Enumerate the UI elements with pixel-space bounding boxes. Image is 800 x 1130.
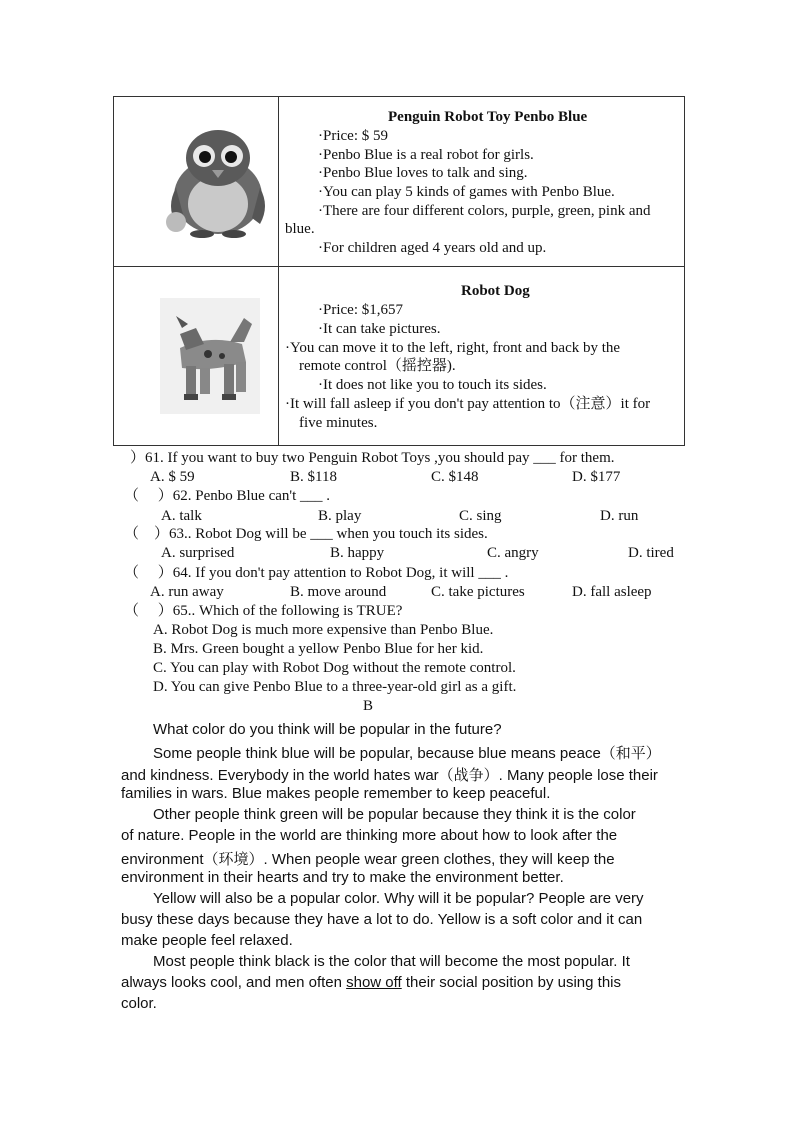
passage-line-with-underline — [121, 974, 621, 991]
question-65-stem: （ ）65.. Which of the following is TRUE? — [124, 603, 403, 619]
dog-feature-cont: five minutes. — [299, 415, 378, 431]
question-62-stem: （ ）62. Penbo Blue can't ___ . — [124, 488, 331, 504]
penguin-feature: ·Penbo Blue loves to talk and sing. — [318, 165, 528, 181]
penguin-feature: ·Penbo Blue is a real robot for girls. — [318, 147, 534, 163]
question-61-stem: ）61. If you want to buy two Penguin Robot Toys ,you should pay ___ for them. — [130, 450, 615, 466]
passage-line: environment in their hearts and try to make the environment better. — [121, 869, 564, 886]
option: B. happy — [330, 545, 385, 561]
passage-line: families in wars. Blue makes people remember to keep peaceful. — [121, 785, 551, 802]
penguin-robot-image — [162, 126, 274, 238]
penguin-price: ·Price: $ 59 — [318, 128, 388, 144]
option: C. You can play with Robot Dog without the remote control. — [153, 660, 516, 676]
underlined-phrase: show off — [346, 974, 402, 991]
penguin-feature: ·You can play 5 kinds of games with Penbo Blue. — [318, 184, 615, 200]
passage-intro: What color do you think will be popular in the future? — [153, 721, 502, 738]
passage-line: and kindness. Everybody in the world hates war（战争）. Many people lose their — [121, 767, 658, 784]
option: A. Robot Dog is much more expensive than Penbo Blue. — [153, 622, 494, 638]
option: C. angry — [487, 545, 539, 561]
penguin-feature-cont: blue. — [285, 221, 315, 237]
option: B. Mrs. Green bought a yellow Penbo Blue for her kid. — [153, 641, 484, 657]
option: D. fall asleep — [572, 584, 652, 600]
passage-line: color. — [121, 995, 157, 1012]
dog-feature: ·It does not like you to touch its sides. — [318, 377, 547, 393]
dog-feature: ·You can move it to the left, right, front and back by the — [285, 340, 621, 356]
table-row-divider — [113, 266, 685, 267]
option: D. tired — [628, 545, 674, 561]
dog-feature: ·It can take pictures. — [318, 321, 441, 337]
passage-line: busy these days because they have a lot to do. Yellow is a soft color and it can — [121, 911, 643, 928]
option: C. $148 — [431, 469, 479, 485]
section-label: B — [363, 698, 374, 714]
dog-feature: ·It will fall asleep if you don't pay attention to（注意）it for — [285, 396, 651, 412]
penguin-feature: ·There are four different colors, purple, green, pink and — [318, 203, 651, 219]
option: A. $ 59 — [150, 469, 195, 485]
option: B. $118 — [290, 469, 337, 485]
passage-line: make people feel relaxed. — [121, 932, 293, 949]
passage-line: Most people think black is the color that will become the most popular. It — [153, 953, 630, 970]
question-64-stem: （ ）64. If you don't pay attention to Robot Dog, it will ___ . — [124, 565, 509, 581]
passage-line: Yellow will also be a popular color. Why will it be popular? People are very — [153, 890, 644, 907]
robot-dog-image — [160, 298, 260, 414]
option: D. $177 — [572, 469, 621, 485]
option: A. run away — [150, 584, 224, 600]
option: A. talk — [161, 508, 202, 524]
penguin-product-title: Penguin Robot Toy Penbo Blue — [388, 109, 588, 125]
option: C. take pictures — [431, 584, 525, 600]
passage-line: of nature. People in the world are thinking more about how to look after the — [121, 827, 618, 844]
passage-line: Other people think green will be popular because they think it is the color — [153, 806, 636, 823]
table-column-divider — [278, 96, 279, 446]
option: D. You can give Penbo Blue to a three-year-old girl as a gift. — [153, 679, 517, 695]
passage-line: environment（环境）. When people wear green clothes, they will keep the — [121, 851, 615, 868]
option: A. surprised — [161, 545, 235, 561]
option: C. sing — [459, 508, 502, 524]
passage-line-tail: their social position by using this — [401, 974, 621, 991]
question-63-stem: （ ）63.. Robot Dog will be ___ when you touch its sides. — [124, 526, 488, 542]
option: B. move around — [290, 584, 387, 600]
option: B. play — [318, 508, 362, 524]
penguin-feature: ·For children aged 4 years old and up. — [318, 240, 547, 256]
dog-feature-cont: remote control（摇控器). — [299, 358, 456, 374]
dog-price: ·Price: $1,657 — [318, 302, 403, 318]
passage-line: always looks cool, and men often — [121, 974, 347, 991]
option: D. run — [600, 508, 639, 524]
passage-line: Some people think blue will be popular, because blue means peace（和平） — [153, 745, 661, 762]
dog-product-title: Robot Dog — [461, 283, 530, 299]
